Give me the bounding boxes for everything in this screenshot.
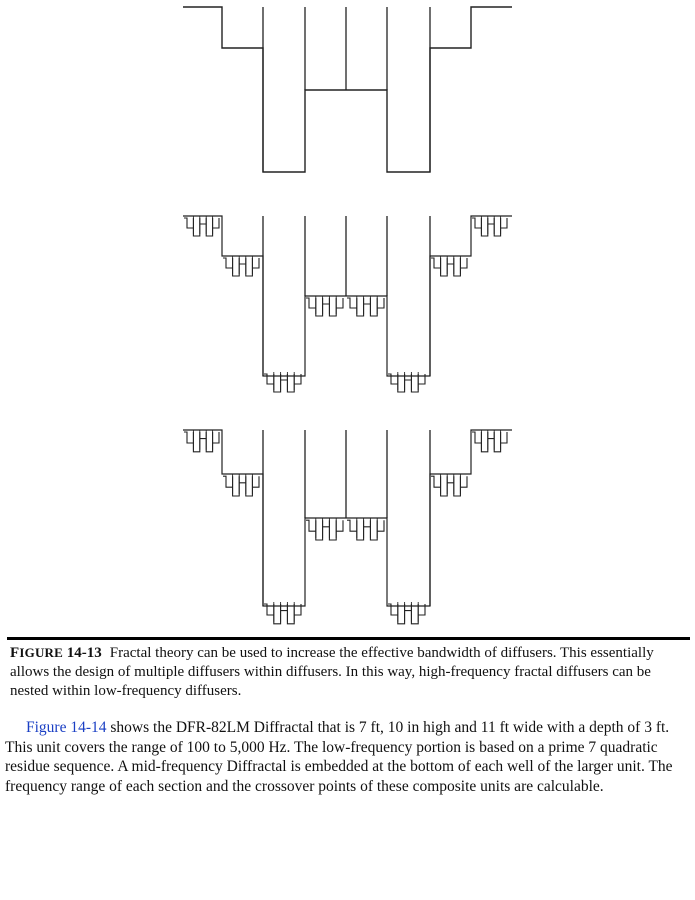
- caption-text: Fractal theory can be used to increase the effective bandwidth of diffusers. This essentially allows the design of multiple diffusers within diffusers. In this way, high-frequency fractal diffusers can be nested within low-frequency diffusers.: [10, 645, 654, 699]
- figure-label: FIGURE: [10, 645, 63, 661]
- fractal-level-2-comb-step-left: [223, 476, 259, 496]
- body-paragraph: [5, 718, 693, 796]
- fractal-level-2-comb-center-right: [347, 520, 384, 540]
- fractal-level-2-comb-center-left: [306, 520, 343, 540]
- fractal-level-1-comb-top-left: [184, 218, 219, 236]
- fractal-level-2-comb-step-right: [431, 476, 467, 496]
- figure-reference-link[interactable]: Figure 14-14: [26, 719, 107, 736]
- fractal-level-1-comb-center-right: [347, 298, 384, 316]
- fractal-level-2-comb-top-right: [472, 432, 507, 452]
- fractal-level-1-comb-step-right: [431, 258, 467, 276]
- paragraph-text: shows the DFR-82LM Diffractal that is 7 ft, 10 in high and 11 ft wide with a depth of 3 ft. This unit covers the range of 100 to 5,000 Hz. The low-frequency portion is based on a prime 7 quadratic residue sequence. A mid-frequency Diffractal is embedded at the bottom of each well of the larger unit. The frequency range of each section and the crossover points of these composite units are calculable.: [5, 719, 673, 795]
- fractal-level-1-outer-profile: [183, 216, 512, 376]
- fractal-level-2-comb-well-left: [264, 604, 301, 624]
- fractal-level-2-outer-profile: [183, 430, 512, 606]
- fractal-level-2-comb-top-left: [184, 432, 219, 452]
- fractal-level-2-comb-well-right: [388, 604, 425, 624]
- caption-rule: [7, 637, 690, 640]
- fractal-level-1-comb-top-right: [472, 218, 507, 236]
- figure-caption: [10, 643, 685, 701]
- fractal-level-1-comb-well-left: [264, 374, 301, 392]
- fractal-level-1-comb-step-left: [223, 258, 259, 276]
- base-diffuser-profile: [183, 7, 512, 172]
- fractal-level-1-comb-well-right: [388, 374, 425, 392]
- fractal-level-1-comb-center-left: [306, 298, 343, 316]
- figure-number: 14-13: [66, 645, 102, 661]
